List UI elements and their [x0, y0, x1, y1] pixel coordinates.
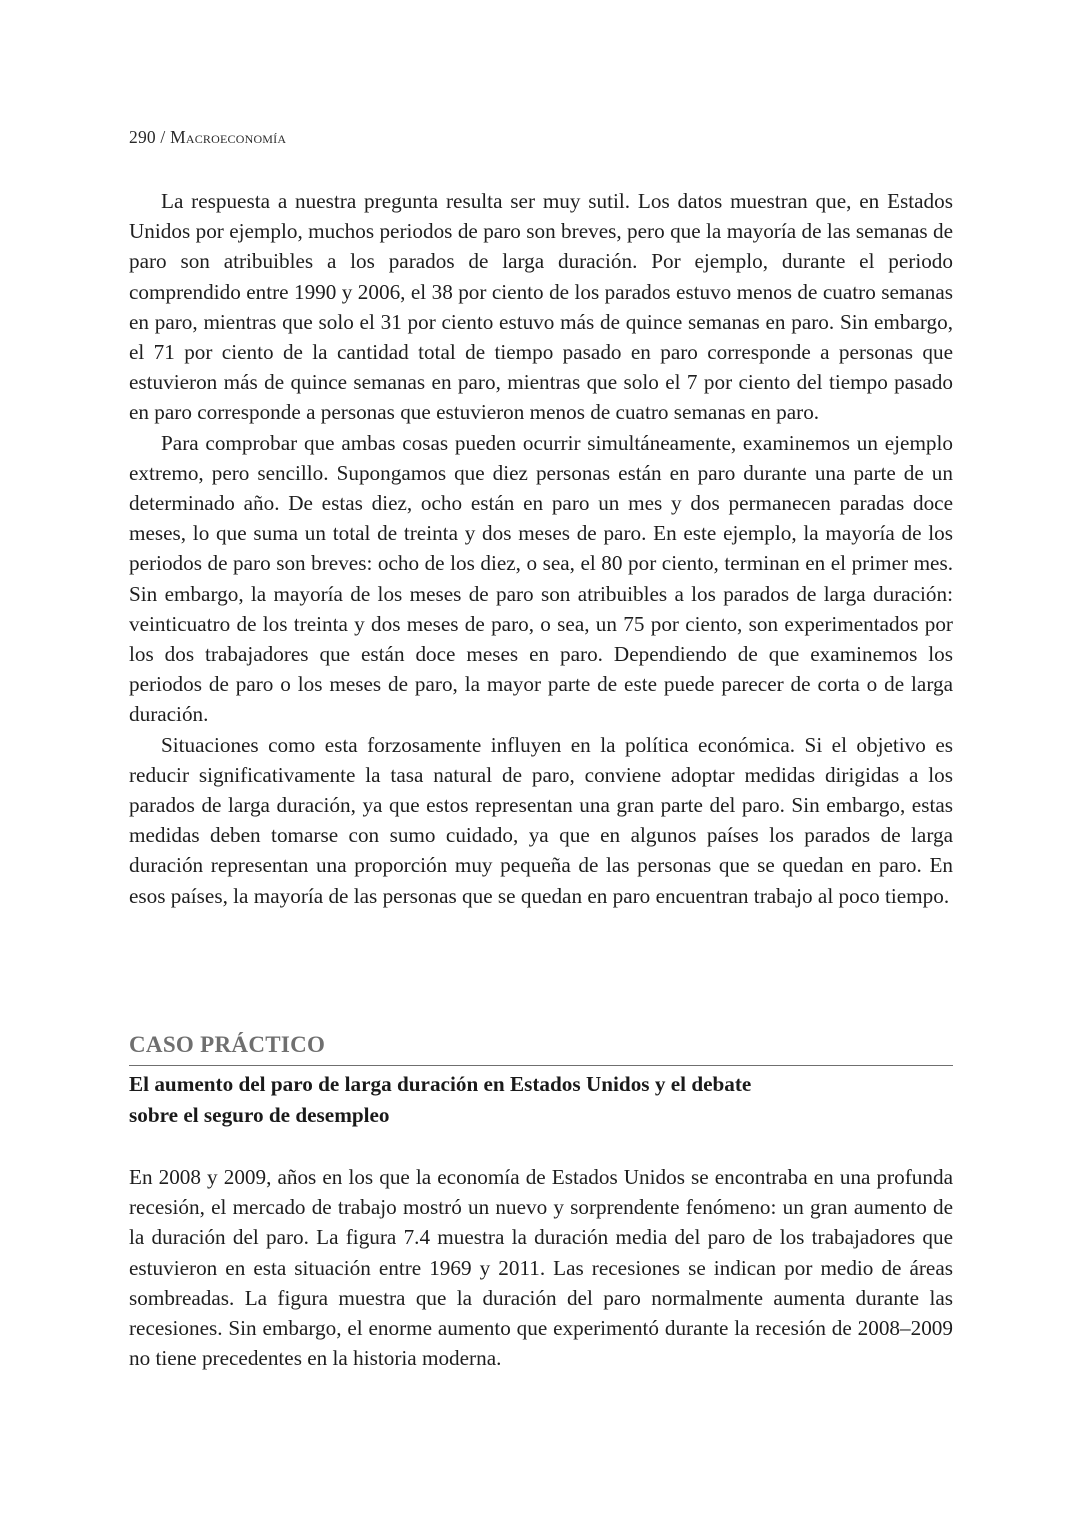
book-title: Macroeconomía: [170, 127, 287, 147]
paragraph-1: La respuesta a nuestra pregunta resulta ser muy sutil. Los datos muestran que, en Estados Unidos por ejemplo, muchos periodos de paro son breves, pero que la mayoría de las semanas de paro son atribuibles a los parados de larga duración. Por ejemplo, durante el periodo comprendido entre 1990 y 2006, el 38 por ciento de los parados estuvo menos de cuatro semanas en paro, mientras que solo el 31 por ciento estuvo más de quince semanas en paro. Sin embargo, el 71 por ciento de la cantidad total de tiempo pasado en paro corresponde a personas que estuvieron más de quince semanas en paro, mientras que solo el 7 por ciento del tiempo pasado en paro corresponde a personas que estuvieron menos de cuatro semanas en paro.: [129, 189, 953, 425]
paragraph-3: Situaciones como esta forzosamente influyen en la política económica. Si el objetivo es reducir significativamente la tasa natural de paro, conviene adoptar medidas dirigidas a los parados de larga duración, ya que estos representan una gran parte del paro. Sin embargo, estas medidas deben tomarse con sumo cuidado, ya que en algunos países los parados de larga duración representan una proporción muy pequeña de las personas que se quedan en paro. En esos países, la mayoría de las personas que se quedan en paro encuentran trabajo al poco tiempo.: [129, 732, 953, 908]
page-number: 290 /: [129, 127, 166, 147]
paragraph-2: Para comprobar que ambas cosas pueden ocurrir simultáneamente, examinemos un ejemplo extremo, pero sencillo. Supongamos que diez personas están en paro durante una parte de un determinado año. De estas diez, ocho están en paro un mes y dos permanecen paradas doce meses, lo que suma un total de treinta y dos meses de paro. En este ejemplo, la mayoría de los periodos de paro son breves: ocho de los diez, o sea, el 80 por ciento, terminan en el primer mes. Sin embargo, la mayoría de los meses de paro son atribuibles a los parados de larga duración: veinticuatro de los treinta y dos meses de paro, o sea, un 75 por ciento, son experimentados por los dos trabajadores que están doce meses en paro. Dependiendo de que examinemos los periodos de paro o los meses de paro, la mayor parte de este puede parecer de corta o de larga duración.: [129, 430, 953, 727]
case-study-title-line-1: El aumento del paro de larga duración en Estados Unidos y el debate: [129, 1072, 752, 1096]
case-study-title: [129, 1069, 953, 1131]
case-study-title-line-2: sobre el seguro de desempleo: [129, 1103, 390, 1127]
case-study-paragraph: En 2008 y 2009, años en los que la economía de Estados Unidos se encontraba en una profunda recesión, el mercado de trabajo mostró un nuevo y sorprendente fenómeno: un gran aumento de la duración del paro. La figura 7.4 muestra la duración media del paro de los trabajadores que estuvieron en esta situación entre 1969 y 2011. Las recesiones se indican por medio de áreas sombreadas. La figura muestra que la duración del paro normalmente aumenta durante las recesiones. Sin embargo, el enorme aumento que experimentó durante la recesión de 2008–2009 no tiene precedentes en la historia moderna.: [129, 1165, 953, 1371]
running-header: [129, 127, 286, 148]
main-text: [129, 186, 953, 911]
case-study-heading: CASO PRÁCTICO: [129, 1031, 953, 1066]
case-study-body: [129, 1162, 953, 1373]
